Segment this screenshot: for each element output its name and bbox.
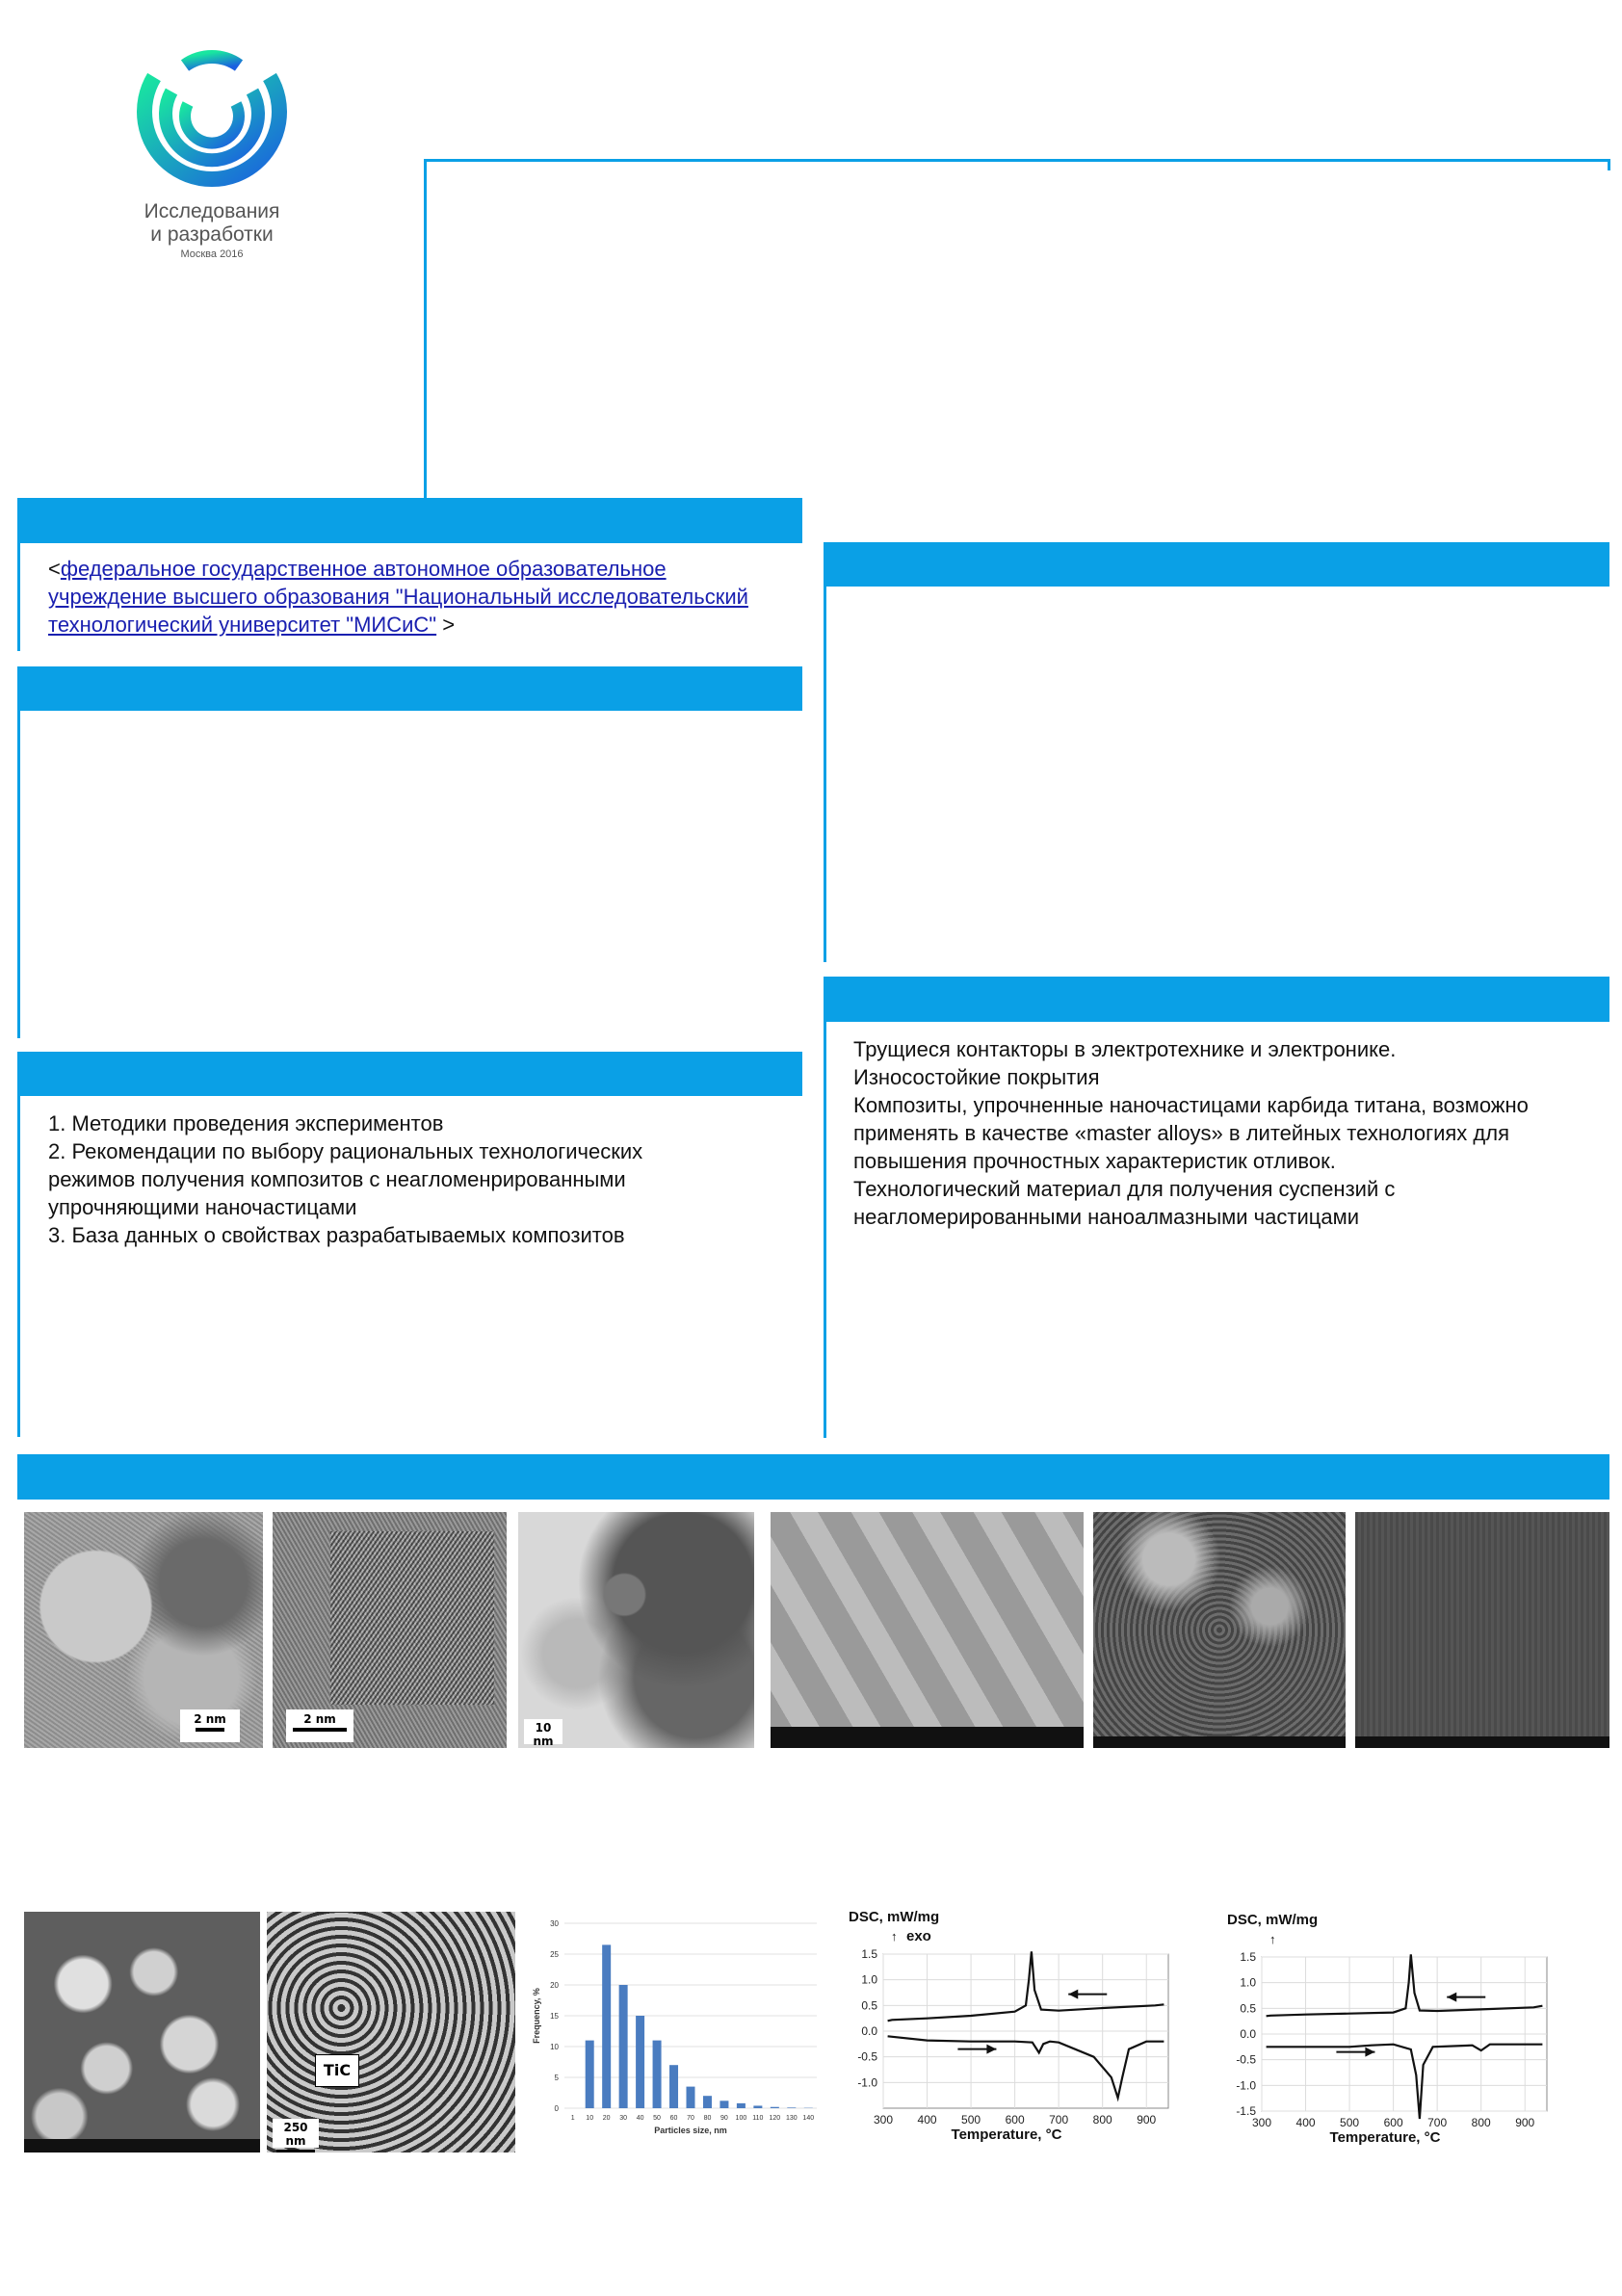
title-frame-right bbox=[1608, 159, 1610, 170]
sem-image-2 bbox=[1093, 1512, 1346, 1748]
x-tick-label: 400 bbox=[1295, 2116, 1316, 2129]
bar bbox=[602, 1944, 611, 2108]
y-tick-label: 25 bbox=[550, 1950, 559, 1959]
bar bbox=[771, 2107, 779, 2108]
right-section-1-border bbox=[824, 587, 826, 962]
scale-bar-2nm-b: 2 nm bbox=[286, 1709, 353, 1742]
y-tick-label: 5 bbox=[554, 2074, 559, 2082]
x-tick-label: 50 bbox=[653, 2115, 661, 2122]
y-tick-label: 1.0 bbox=[861, 1972, 877, 1987]
x-tick-label: 800 bbox=[1092, 2113, 1112, 2126]
section-header-right-1 bbox=[824, 542, 1609, 587]
section-header-images bbox=[17, 1454, 1609, 1500]
x-tick-label: 400 bbox=[917, 2113, 937, 2126]
arrow-right-icon bbox=[986, 2045, 996, 2054]
chart-dsc-2 bbox=[1221, 1905, 1587, 2146]
title-frame-left bbox=[424, 159, 427, 498]
tem-image-3 bbox=[518, 1512, 754, 1748]
logo-text bbox=[125, 200, 299, 262]
y-tick-label: -0.5 bbox=[1236, 2052, 1256, 2067]
y-tick-label: 30 bbox=[550, 1919, 559, 1928]
scale-bar-250nm: 250 nm bbox=[273, 2119, 319, 2148]
x-tick-label: 100 bbox=[735, 2115, 747, 2122]
x-tick-label: 10 bbox=[586, 2115, 594, 2122]
applications-line-1: Трущиеся контакторы в электротехнике и электронике. bbox=[853, 1037, 1397, 1061]
x-tick-label: 120 bbox=[769, 2115, 781, 2122]
tem-image-tic bbox=[267, 1912, 515, 2152]
y-tick-label: 1.5 bbox=[1240, 1950, 1256, 1964]
x-tick-label: 900 bbox=[1137, 2113, 1157, 2126]
x-tick-label: 800 bbox=[1471, 2116, 1491, 2129]
y-tick-label: 10 bbox=[550, 2043, 559, 2051]
sem-image-1 bbox=[771, 1512, 1084, 1748]
bar bbox=[737, 2103, 746, 2108]
x-tick-label: 130 bbox=[785, 2115, 798, 2122]
x-axis-label: Temperature, °C bbox=[951, 2126, 1062, 2143]
scale-bar-10nm: 10 nm bbox=[524, 1719, 562, 1744]
logo-line-2: и разработки bbox=[150, 223, 274, 246]
chart-dsc-1 bbox=[843, 1902, 1209, 2143]
x-tick-label: 300 bbox=[1251, 2116, 1272, 2129]
bar bbox=[653, 2041, 662, 2108]
results-line-2: 2. Рекомендации по выбору рациональных технологических режимов получения композитов с неагломенрированными упрочняющими наночастицами bbox=[48, 1139, 643, 1219]
bar bbox=[787, 2107, 796, 2108]
tem-image-2 bbox=[273, 1512, 507, 1748]
x-tick-label: 500 bbox=[1340, 2116, 1360, 2129]
x-tick-label: 30 bbox=[619, 2115, 628, 2122]
x-tick-label: 60 bbox=[669, 2115, 678, 2122]
y-tick-label: -0.5 bbox=[857, 2049, 877, 2064]
x-tick-label: 140 bbox=[802, 2115, 815, 2122]
organization-text bbox=[48, 555, 761, 639]
x-tick-label: 900 bbox=[1515, 2116, 1535, 2129]
x-tick-label: 700 bbox=[1427, 2116, 1448, 2129]
results-text bbox=[48, 1109, 722, 1249]
title-frame-top bbox=[424, 159, 1610, 162]
applications-text bbox=[853, 1035, 1585, 1231]
sem-image-4 bbox=[24, 1912, 260, 2152]
organization-suffix: > bbox=[436, 613, 456, 637]
organization-link[interactable]: федеральное государственное автономное образовательное учреждение высшего образования "Национальный исследовательский технологический университет "МИСиС" bbox=[48, 557, 748, 637]
logo-line-1: Исследования bbox=[144, 200, 280, 222]
results-line-3: 3. База данных о свойствах разрабатываемых композитов bbox=[48, 1223, 625, 1247]
bar bbox=[586, 2041, 594, 2108]
arrow-left-icon bbox=[1447, 1993, 1456, 2002]
y-tick-label: -1.0 bbox=[1236, 2078, 1256, 2093]
organization-prefix: < bbox=[48, 557, 61, 581]
y-tick-label: -1.0 bbox=[857, 2075, 877, 2090]
bar bbox=[687, 2087, 695, 2108]
section-header-left-2 bbox=[17, 666, 802, 711]
scale-bar-2nm-a: 2 nm bbox=[180, 1709, 240, 1742]
x-tick-label: 600 bbox=[1383, 2116, 1403, 2129]
sem-image-3 bbox=[1355, 1512, 1609, 1748]
x-tick-label: 40 bbox=[636, 2115, 644, 2122]
logo-icon bbox=[125, 39, 299, 212]
y-tick-label: 0 bbox=[554, 2104, 559, 2113]
section-header-applications bbox=[824, 977, 1609, 1022]
x-tick-label: 110 bbox=[752, 2115, 764, 2122]
bar bbox=[753, 2105, 762, 2108]
section-header-organization bbox=[17, 498, 802, 543]
applications-line-2: Износостойкие покрытия bbox=[853, 1065, 1100, 1089]
organization-border bbox=[17, 543, 20, 651]
up-arrow-icon: ↑ bbox=[891, 1929, 898, 1944]
x-tick-label: 500 bbox=[961, 2113, 981, 2126]
x-tick-label: 1 bbox=[570, 2115, 575, 2122]
chart-particle-size bbox=[528, 1912, 834, 2152]
series-line-heating bbox=[1267, 2045, 1543, 2119]
y-tick-label: 0.5 bbox=[861, 1998, 877, 2013]
x-axis-label: Particles size, nm bbox=[654, 2126, 727, 2135]
series-line-heating bbox=[888, 2036, 1164, 2098]
x-tick-label: 90 bbox=[720, 2115, 728, 2122]
series-line-cooling bbox=[1267, 1954, 1543, 2016]
y-tick-label: 20 bbox=[550, 1981, 559, 1990]
y-tick-label: 0.5 bbox=[1240, 2001, 1256, 2016]
x-tick-label: 80 bbox=[703, 2115, 712, 2122]
label-tic: TiC bbox=[315, 2054, 359, 2087]
bar bbox=[719, 2100, 728, 2108]
arrow-right-icon bbox=[1365, 2048, 1374, 2057]
y-axis-label: Frequency, % bbox=[532, 1988, 541, 2044]
bar bbox=[669, 2065, 678, 2108]
x-axis-label: Temperature, °C bbox=[1329, 2129, 1441, 2146]
series-line-cooling bbox=[888, 1951, 1164, 2021]
left-section-2-border bbox=[17, 711, 20, 1038]
x-tick-label: 20 bbox=[602, 2115, 611, 2122]
applications-line-4: Технологический материал для получения суспензий с неагломерированными наноалмазными частицами bbox=[853, 1177, 1396, 1229]
results-line-1: 1. Методики проведения экспериментов bbox=[48, 1111, 444, 1135]
tem-image-1 bbox=[24, 1512, 263, 1748]
applications-line-3: Композиты, упрочненные наночастицами карбида титана, возможно применять в качестве «master alloys» в литейных технологиях для повышения прочностных характеристик отливок. bbox=[853, 1093, 1529, 1173]
y-tick-label: 0.0 bbox=[861, 2024, 877, 2038]
up-arrow-icon: ↑ bbox=[1269, 1932, 1276, 1946]
section-header-results bbox=[17, 1052, 802, 1096]
y-tick-label: 1.0 bbox=[1240, 1975, 1256, 1990]
y-tick-label: 1.5 bbox=[861, 1947, 877, 1961]
y-tick-label: 0.0 bbox=[1240, 2027, 1256, 2041]
arrow-left-icon bbox=[1068, 1990, 1078, 1999]
results-border bbox=[17, 1096, 20, 1437]
applications-border bbox=[824, 1022, 826, 1438]
exo-label: exo bbox=[906, 1928, 931, 1944]
x-tick-label: 70 bbox=[687, 2115, 694, 2122]
bar bbox=[636, 2016, 644, 2108]
y-tick-label: -1.5 bbox=[1236, 2104, 1256, 2118]
y-tick-label: 15 bbox=[550, 2012, 559, 2021]
chart-title: DSC, mW/mg bbox=[849, 1909, 940, 1925]
bar bbox=[703, 2096, 712, 2108]
bar bbox=[619, 1985, 628, 2108]
x-tick-label: 600 bbox=[1005, 2113, 1025, 2126]
logo-line-3: Москва 2016 bbox=[180, 248, 244, 260]
chart-title: DSC, mW/mg bbox=[1227, 1912, 1319, 1928]
x-tick-label: 700 bbox=[1049, 2113, 1069, 2126]
x-tick-label: 300 bbox=[873, 2113, 894, 2126]
